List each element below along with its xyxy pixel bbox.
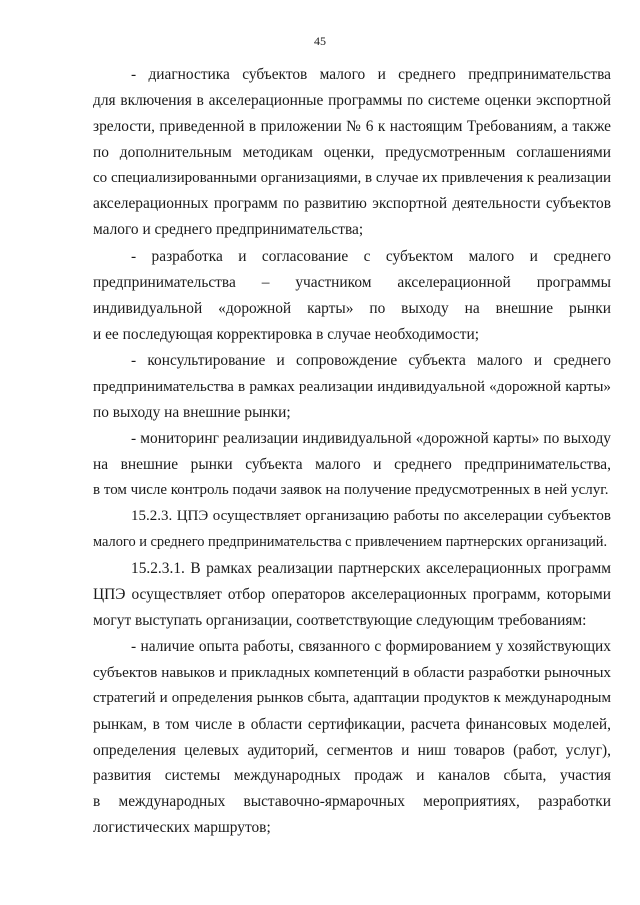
text-line: для включения в акселерационные программы по системе оценки экспортной <box>93 91 611 109</box>
text-line: на внешние рынки субъекта малого и среднего предпринимательства, <box>93 455 611 473</box>
text-line: развития системы международных продаж и каналов сбыта, участия <box>93 767 611 785</box>
paragraph-roadmap-development <box>93 244 611 348</box>
text-line: стратегий и определения рынков сбыта, адаптации продуктов к международным <box>93 689 611 706</box>
text-line: в том числе контроль подачи заявок на получение предусмотренных в ней услуг. <box>93 481 609 498</box>
text-line: - консультирование и сопровождение субъекта малого и среднего <box>131 352 611 369</box>
text-line: по выходу на внешние рынки; <box>93 403 291 421</box>
text-line: могут выступать организации, соответствующие следующим требованиям: <box>93 611 587 629</box>
text-line: зрелости, приведенной в приложении № 6 к настоящим Требованиям, а также <box>93 117 611 135</box>
text-line: - диагностика субъектов малого и среднего предпринимательства <box>131 66 611 83</box>
text-line: предпринимательства в рамках реализации индивидуальной «дорожной карты» <box>93 377 611 395</box>
text-line: - наличие опыта работы, связанного с формированием у хозяйствующих <box>131 638 611 655</box>
paragraph-monitoring <box>93 426 611 504</box>
paragraph-consulting <box>93 348 611 426</box>
text-line: со специализированными организациями, в случае их привлечения к реализации <box>93 169 611 186</box>
text-line: акселерационных программ по развитию экспортной деятельности субъектов <box>93 195 611 213</box>
text-line: малого и среднего предпринимательства с привлечением партнерских организаций. <box>93 533 608 550</box>
text-line: определения целевых аудиторий, сегментов и ниш товаров (работ, услуг), <box>93 741 611 759</box>
text-line: - разработка и согласование с субъектом малого и среднего <box>131 248 611 265</box>
text-line: - мониторинг реализации индивидуальной «дорожной карты» по выходу <box>131 430 611 447</box>
text-line: малого и среднего предпринимательства; <box>93 221 364 239</box>
page-number: 45 <box>314 34 326 48</box>
paragraph-experience-requirement <box>93 634 611 841</box>
paragraph-15-2-3 <box>93 504 611 556</box>
text-line: субъектов навыков и прикладных компетенций в области разработки рыночных <box>93 663 611 681</box>
text-line: логистических маршрутов; <box>93 819 271 837</box>
paragraph-15-2-3-1 <box>93 556 611 634</box>
text-line: в международных выставочно-ярмарочных мероприятиях, разработки <box>93 793 611 811</box>
text-line: 15.2.3. ЦПЭ осуществляет организацию работы по акселерации субъектов <box>131 508 611 524</box>
text-line: по дополнительным методикам оценки, предусмотренным соглашениями <box>93 143 611 161</box>
text-line: ЦПЭ осуществляет отбор операторов акселерационных программ, которыми <box>93 585 611 603</box>
text-line: индивидуальной «дорожной карты» по выходу на внешние рынки <box>93 299 611 317</box>
paragraph-diagnostics <box>93 62 611 243</box>
text-line: рынкам, в том числе в области сертификации, расчета финансовых моделей, <box>93 715 611 733</box>
text-line: 15.2.3.1. В рамках реализации партнерских акселерационных программ <box>131 560 611 577</box>
text-line: предпринимательства – участником акселерационной программы <box>93 273 611 291</box>
text-line: и ее последующая корректировка в случае необходимости; <box>93 325 480 343</box>
